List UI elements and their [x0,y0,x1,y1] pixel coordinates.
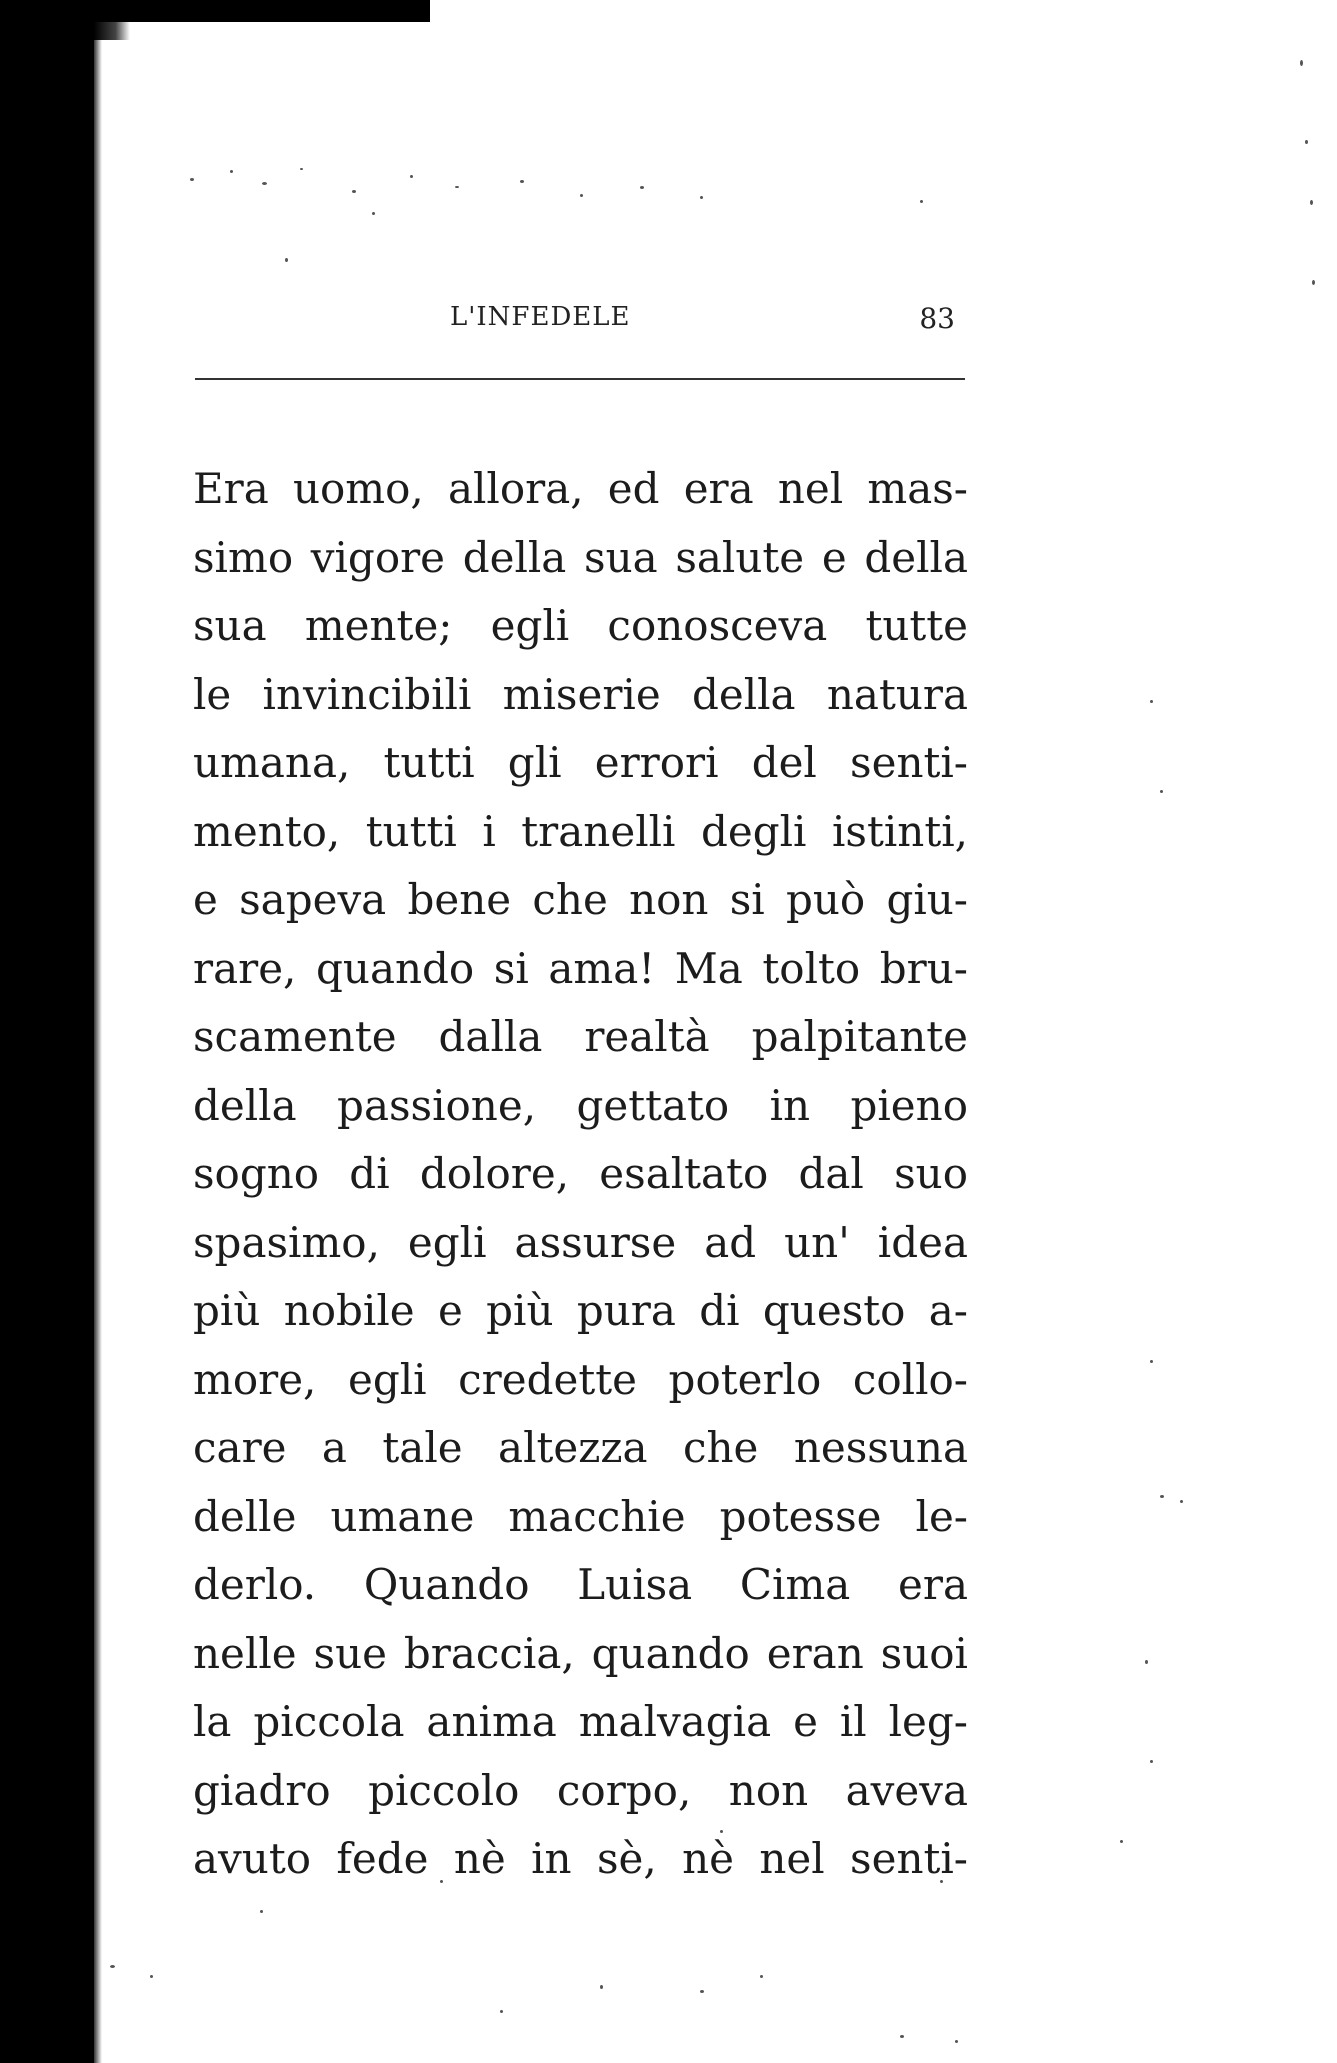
text-line: rare, quando si ama! Ma tolto bru- [193,943,968,993]
running-head [190,302,965,342]
text-line: sogno di dolore, esaltato dal suo [193,1149,968,1198]
text-line: spasimo, egli assurse ad un' idea [193,1217,968,1267]
text-line: more, egli credette poterlo collo- [193,1354,968,1404]
body-text [193,455,968,1894]
scan-binding-edge [0,0,94,2063]
header-rule [195,378,965,380]
scan-spine-shadow [94,40,102,2063]
text-line: la piccola anima malvagia e il leg- [193,1697,968,1746]
text-line: nelle sue braccia, quando eran suoi [193,1628,968,1678]
text-line: giadro piccolo corpo, non aveva [193,1765,968,1815]
text-line: derlo. Quando Luisa Cima era [193,1560,968,1609]
page-number: 83 [919,302,955,335]
text-line: simo vigore della sua salute e della [193,532,968,582]
text-line: della passione, gettato in pieno [193,1080,968,1130]
text-line: scamente dalla realtà palpitante [193,1012,968,1061]
scan-corner-shadow [94,22,130,40]
text-line: Era uomo, allora, ed era nel mas- [193,464,968,513]
text-line: care a tale altezza che nessuna [193,1423,968,1472]
text-line: mento, tutti i tranelli degli istinti, [193,806,968,856]
text-line: e sapeva bene che non si può giu- [193,875,968,924]
scan-top-edge [0,0,430,22]
running-title: L'INFEDELE [450,302,631,332]
text-line: le invincibili miserie della natura [193,669,968,719]
text-line: più nobile e più pura di questo a- [193,1286,968,1335]
text-line: umana, tutti gli errori del senti- [193,738,968,787]
text-line: avuto fede nè in sè, nè nel senti- [193,1834,968,1883]
text-line: delle umane macchie potesse le- [193,1491,968,1541]
text-line: sua mente; egli conosceva tutte [193,601,968,650]
